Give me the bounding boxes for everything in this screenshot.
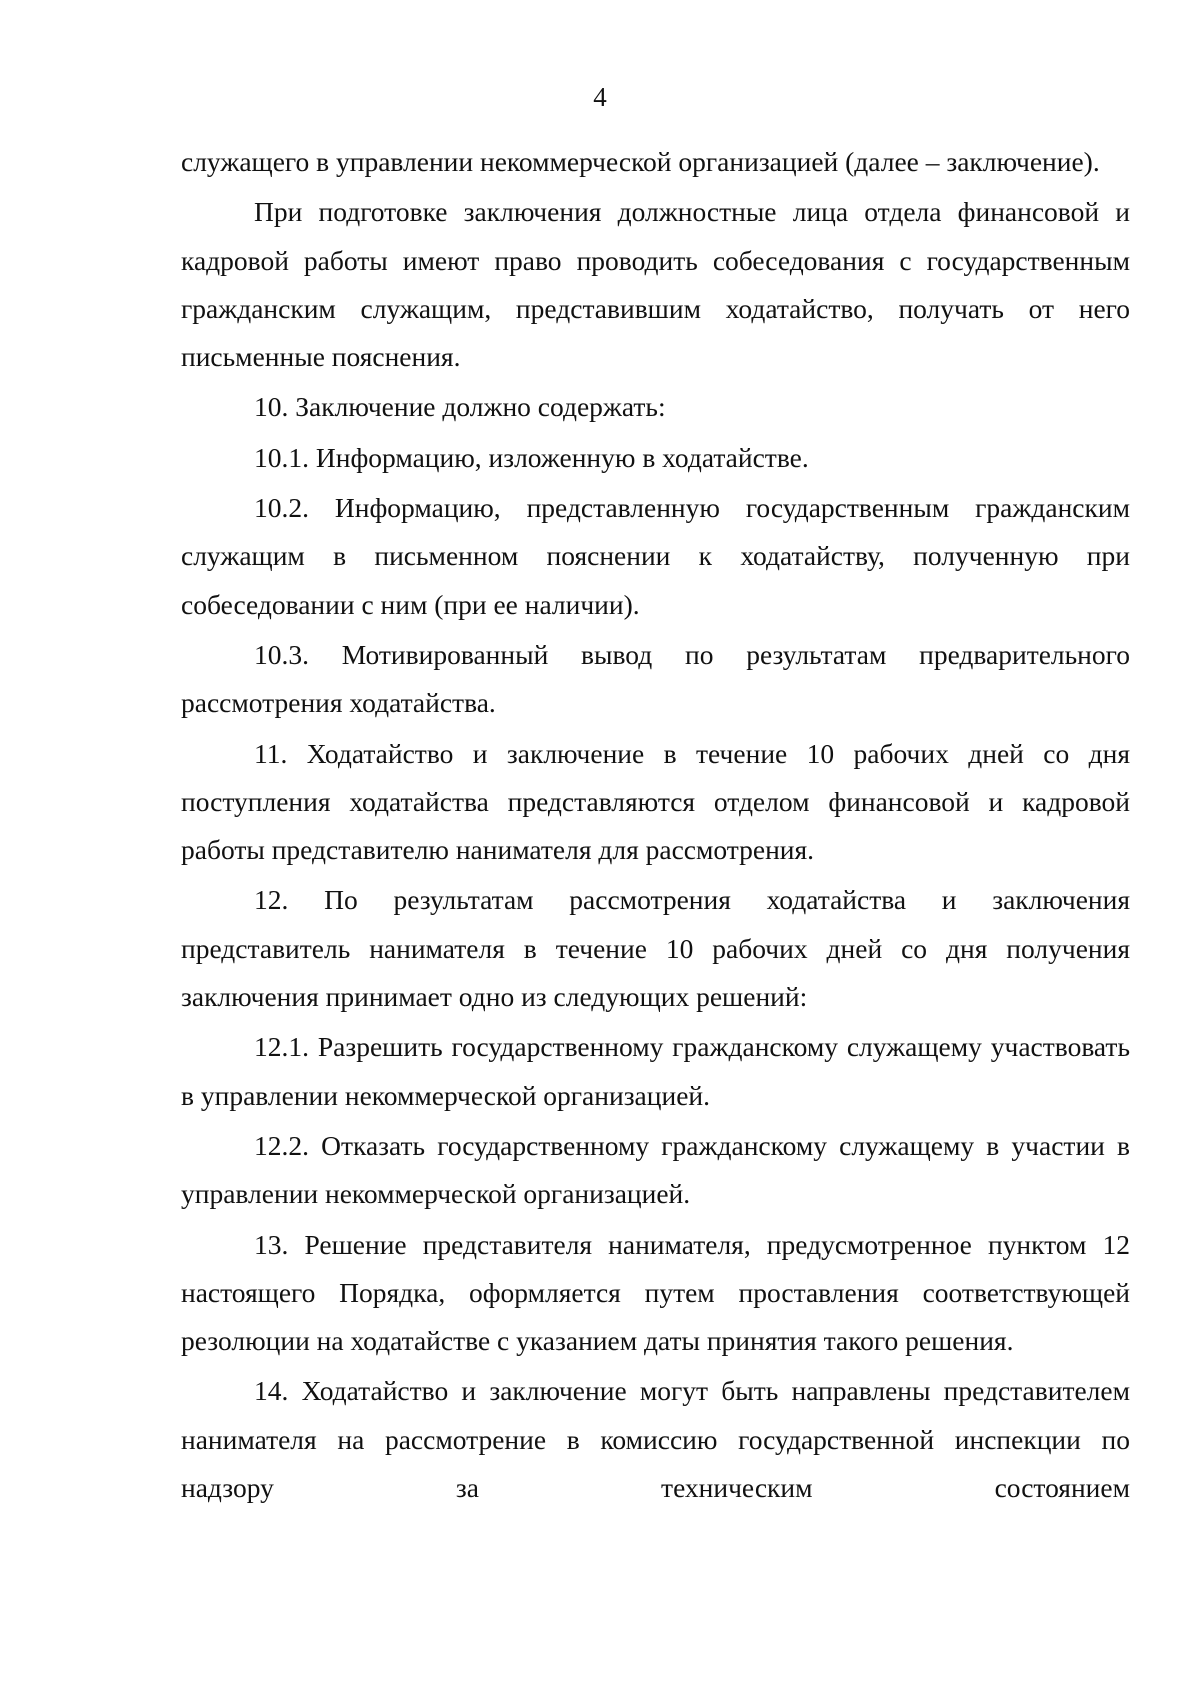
paragraph-item-10-2: 10.2. Информацию, представленную государственным гражданским служащим в письменном пояснении к ходатайству, полученную при собеседовании с ним (при ее наличии).: [181, 492, 1130, 620]
document-body: [181, 138, 1130, 1514]
paragraph-item-11: 11. Ходатайство и заключение в течение 10 рабочих дней со дня поступления ходатайства представляются отделом финансовой и кадровой работы представителю нанимателя для рассмотрения.: [181, 737, 1130, 866]
paragraph-continuation: служащего в управлении некоммерческой организацией (далее – заключение).: [181, 146, 1100, 177]
paragraph-item-10-1: 10.1. Информацию, изложенную в ходатайстве.: [254, 441, 809, 473]
paragraph-item-12-2: 12.2. Отказать государственному гражданскому служащему в участии в управлении некоммерческой организацией.: [181, 1129, 1130, 1210]
paragraph-preparation: При подготовке заключения должностные лица отдела финансовой и кадровой работы имеют право проводить собеседования с государственным гражданским служащим, представившим ходатайство, получать от него письменные пояснения.: [181, 196, 1130, 373]
paragraph-item-10: 10. Заключение должно содержать:: [254, 391, 666, 423]
paragraph-item-12-1: 12.1. Разрешить государственному гражданскому служащему участвовать в управлении некоммерческой организацией.: [181, 1031, 1130, 1111]
paragraph-item-14: 14. Ходатайство и заключение могут быть направлены представителем нанимателя на рассмотрение в комиссию государственной инспекции по надзору за техническим состоянием: [181, 1375, 1130, 1504]
paragraph-item-13: 13. Решение представителя нанимателя, предусмотренное пунктом 12 настоящего Порядка, оформляется путем проставления соответствующей резолюции на ходатайстве с указанием даты принятия такого решения.: [181, 1228, 1130, 1357]
paragraph-item-10-3: 10.3. Мотивированный вывод по результатам предварительного рассмотрения ходатайства.: [181, 638, 1130, 719]
page-number: 4: [593, 82, 607, 112]
paragraph-item-12: 12. По результатам рассмотрения ходатайства и заключения представитель нанимателя в течение 10 рабочих дней со дня получения заключения принимает одно из следующих решений:: [181, 884, 1130, 1013]
